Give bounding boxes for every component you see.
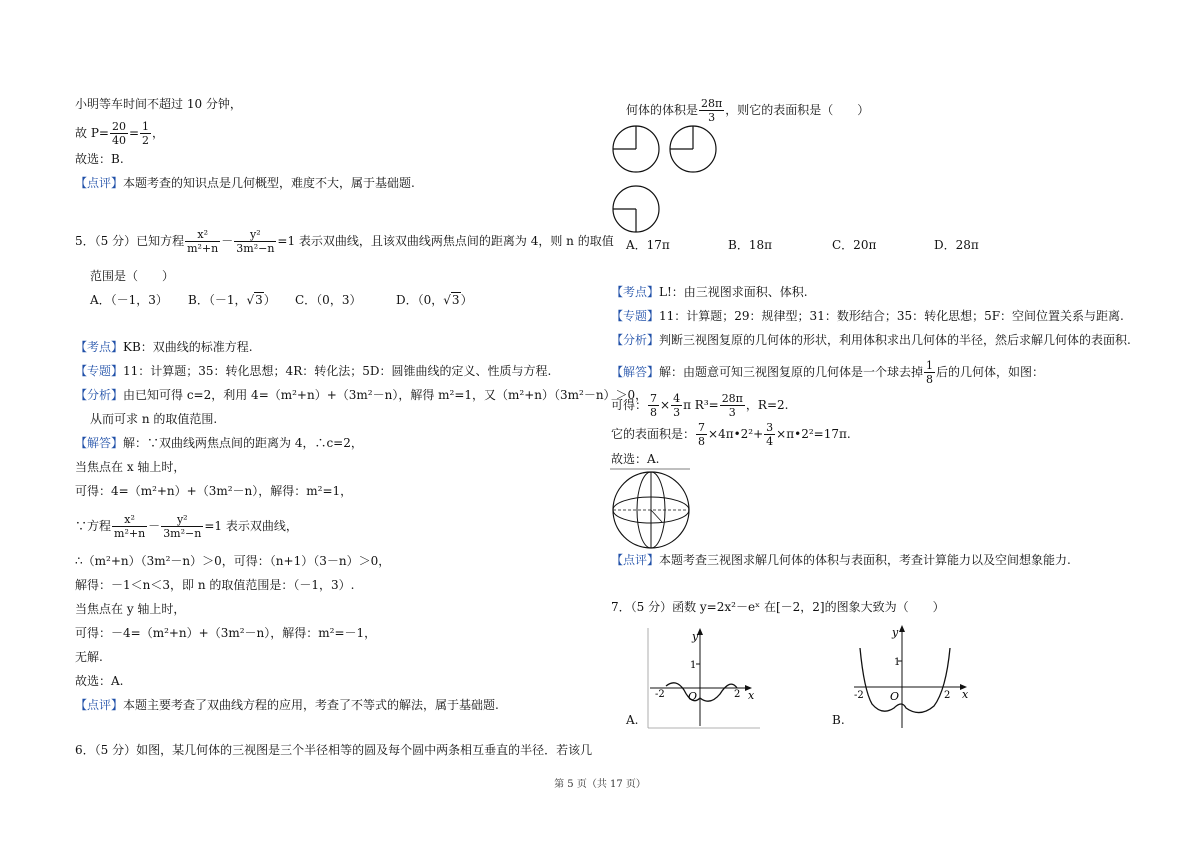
fraction: $\frac{20}{40}$: [111, 120, 126, 147]
graph-option-a: [640, 620, 765, 730]
option-d: D．28π: [934, 238, 979, 252]
graph-b-label: B.: [832, 713, 845, 727]
text-line: 无解.: [75, 650, 103, 664]
zhuanti-line: 【专题】11：计算题；29：规律型；31：数形结合；35：转化思想；5F：空间位置关系与距离.: [611, 309, 1124, 323]
option-a: A．17π: [626, 238, 670, 252]
question-5: 5．（5 分）已知方程 $\frac{\text{x²}}{\text{m²+n}}$ － $\frac{\text{y²}}{\text{3m²−n}}$ =1 表示双曲线，且该双曲线两焦点间的距离为 4，则 n 的取值: [75, 228, 614, 255]
tick-1: 1: [894, 657, 901, 668]
origin-label: O: [688, 690, 698, 703]
fenxi-line: 【分析】由已知可得 c=2，利用 4=（m²+n）+（3m²－n），解得 m²=1，又（m²+n）（3m²－n）＞0，: [75, 388, 648, 402]
fenxi-line: 【分析】判断三视图复原的几何体的形状，利用体积求出几何体的半径，然后求解几何体的表面积.: [611, 333, 1131, 347]
text-line: 当焦点在 x 轴上时，: [75, 460, 186, 474]
zhuanti-line: 【专题】11：计算题；35：转化思想；4R：转化法；5D：圆锥曲线的定义、性质与方程.: [75, 364, 552, 378]
text-line: 解得：－1＜n＜3，即 n 的取值范围是：（－1，3）.: [75, 578, 355, 592]
top-view: [613, 186, 659, 232]
fraction: $\frac{1}{2}$: [142, 120, 150, 147]
question-6: 6．（5 分）如图，某几何体的三视图是三个半径相等的圆及每个圆中两条相互垂直的半径．若该几: [75, 743, 593, 757]
tick-2: 2: [734, 689, 741, 700]
text-line: ∴（m²+n）（3m²－n）＞0，可得：（n+1）（3－n）＞0，: [75, 554, 391, 568]
tick-neg2: -2: [854, 690, 864, 701]
graph-a-label: A.: [626, 713, 639, 727]
tag-dianping: 【点评】: [75, 176, 124, 190]
answer-line: 故选：A.: [75, 674, 124, 688]
axis-x-label: x: [962, 688, 969, 701]
fraction: $\frac{1}{8}$: [926, 359, 934, 386]
fraction: $\frac{3}{4}$: [766, 421, 774, 448]
probability-formula: 故 P= $\frac{20}{40}$ = $\frac{1}{2}$ ，: [75, 120, 165, 147]
text-line: 当焦点在 y 轴上时，: [75, 602, 186, 616]
fraction: $\frac{\text{y²}}{\text{3m²−n}}$: [236, 228, 275, 255]
axis-y-label: y: [692, 630, 699, 643]
text-line: 可得：－4=（m²+n）+（3m²－n），解得：m²=－1，: [75, 626, 377, 640]
comment-line: 【点评】本题考查的知识点是几何概型，难度不大，属于基础题.: [75, 176, 415, 190]
front-view: [613, 126, 659, 172]
fraction: $\frac{7}{8}$: [650, 392, 658, 419]
question-5-cont: 范围是（ ）: [90, 269, 175, 283]
question-7: 7．（5 分）函数 y=2x²－eˣ 在[－2，2]的图象大致为（ ）: [611, 600, 945, 614]
jieda-line: 【解答】解：由题意可知三视图复原的几何体是一个球去掉 $\frac{1}{8}$ 后的几何体，如图：: [611, 359, 1045, 386]
sphere-figure: [610, 466, 692, 550]
option-d: D．（0，√3）: [396, 293, 473, 307]
text-line: ∵方程 $\frac{\text{x²}}{\text{m²+n}}$ － $\frac{\text{y²}}{\text{3m²−n}}$ =1 表示双曲线，: [75, 513, 298, 540]
answer-line: 故选：B.: [75, 152, 124, 166]
formula-prefix: 故 P=: [75, 126, 109, 140]
text-line: 小明等车时间不超过 10 分钟，: [75, 97, 242, 111]
volume-equation: 可得： $\frac{7}{8}$ × $\frac{4}{3}$ π R³= $\frac{28\pi}{3}$ ，R=2.: [611, 392, 789, 419]
comment-line: 【点评】本题主要考查了双曲线方程的应用，考查了不等式的解法，属于基础题.: [75, 698, 499, 712]
jieda-line: 【解答】解：∵双曲线两焦点间的距离为 4，∴c=2，: [75, 436, 363, 450]
fraction: $\frac{\text{x²}}{\text{m²+n}}$: [114, 513, 146, 540]
kaodian-line: 【考点】L!：由三视图求面积、体积.: [611, 285, 808, 299]
option-b: B．18π: [728, 238, 772, 252]
page-footer: 第 5 页（共 17 页）: [554, 779, 646, 790]
text-line: 可得：4=（m²+n）+（3m²－n），解得：m²=1，: [75, 484, 353, 498]
area-equation: 它的表面积是： $\frac{7}{8}$ ×4π•2²+ $\frac{3}{4}$ ×π•2²=17π.: [611, 421, 851, 448]
fraction: $\frac{7}{8}$: [698, 421, 706, 448]
question-6-cont: 何体的体积是 $\frac{28\pi}{3}$ ，则它的表面积是（ ）: [626, 97, 870, 124]
fraction: $\frac{\text{y²}}{\text{3m²−n}}$: [163, 513, 202, 540]
three-view-diagram: [612, 125, 742, 235]
comment-line: 【点评】本题考查三视图求解几何体的体积与表面积，考查计算能力以及空间想象能力.: [611, 553, 1071, 567]
tick-2: 2: [944, 690, 951, 701]
origin-label: O: [890, 690, 900, 703]
option-a: A．（－1，3）: [90, 293, 168, 307]
axis-y-label: y: [892, 626, 899, 639]
fraction: $\frac{28\pi}{3}$: [721, 392, 743, 419]
tick-neg2: -2: [655, 689, 665, 700]
fenxi-line-2: 从而可求 n 的取值范围.: [90, 412, 218, 426]
answer-line: 故选：A.: [611, 452, 660, 466]
side-view: [670, 126, 716, 172]
fraction: $\frac{28\pi}{3}$: [701, 97, 723, 124]
kaodian-line: 【考点】KB：双曲线的标准方程.: [75, 340, 253, 354]
axis-x-label: x: [748, 689, 755, 702]
option-c: C．20π: [832, 238, 877, 252]
tick-1: 1: [690, 660, 697, 671]
option-b: B．（－1，√3）: [188, 293, 276, 307]
option-c: C．（0，3）: [295, 293, 362, 307]
graph-option-b: [850, 620, 975, 730]
fraction: $\frac{\text{x²}}{\text{m²+n}}$: [187, 228, 219, 255]
fraction: $\frac{4}{3}$: [673, 392, 681, 419]
